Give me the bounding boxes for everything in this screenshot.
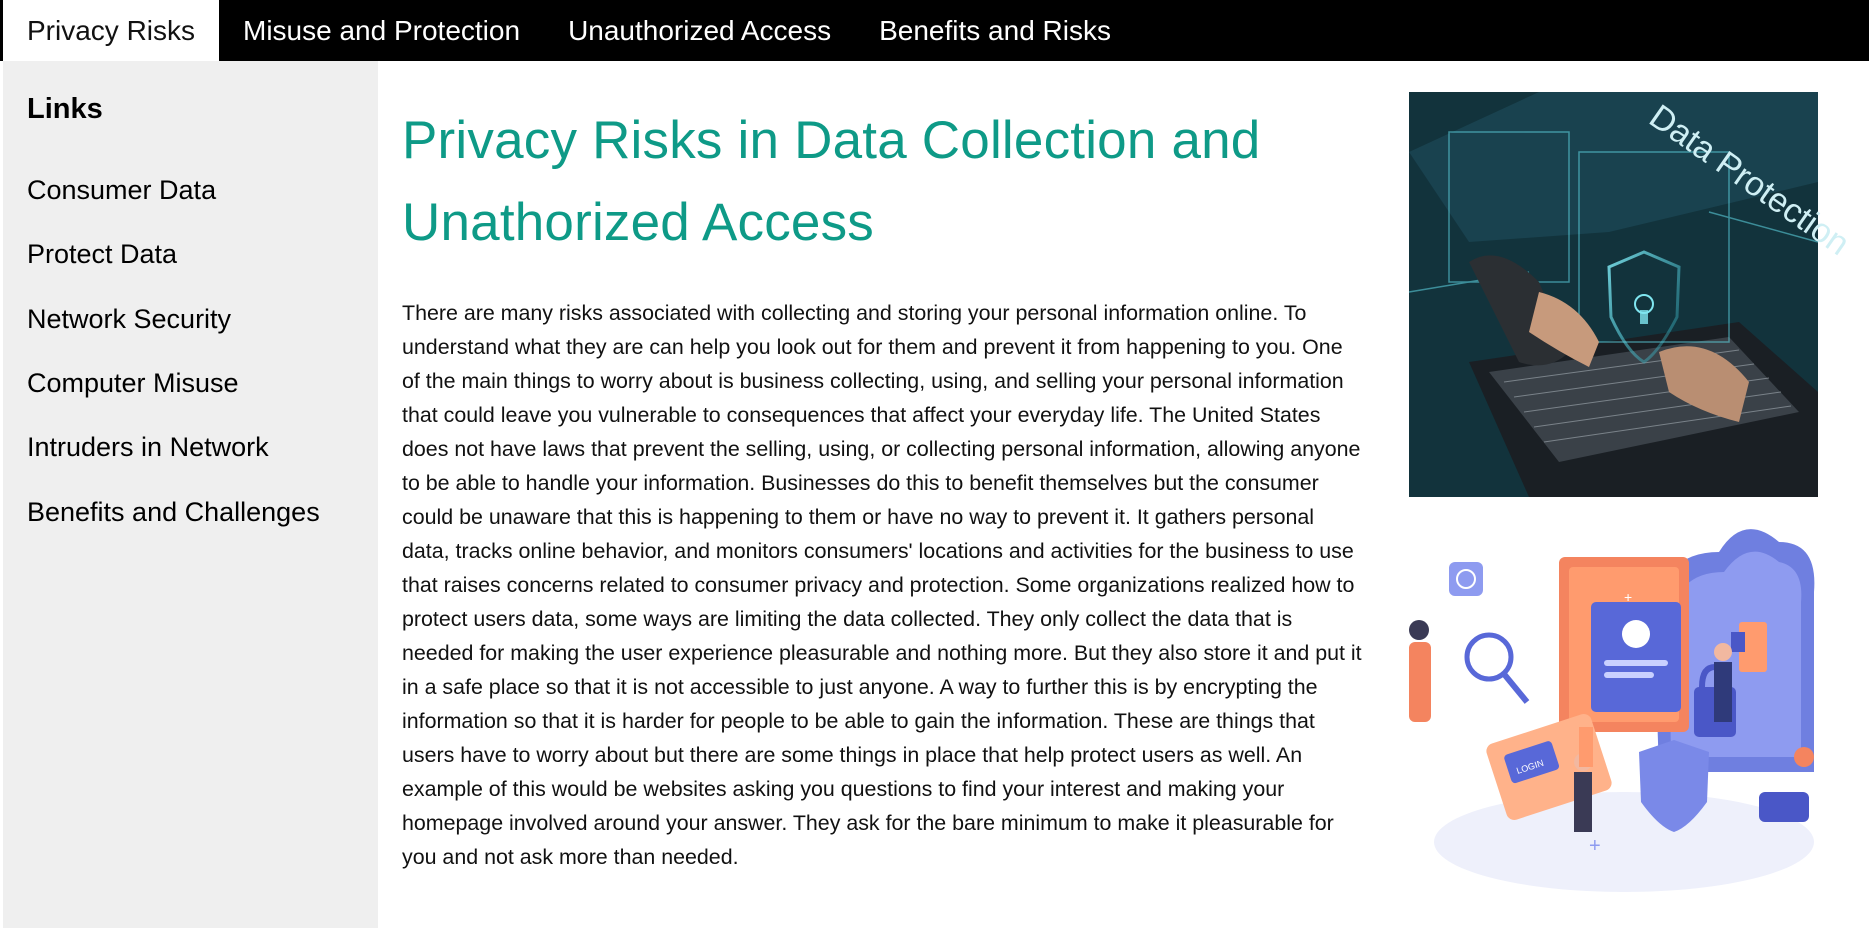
tab-benefits-and-risks[interactable]: Benefits and Risks bbox=[879, 14, 1111, 46]
sidebar-link-benefits-and-challenges[interactable]: Benefits and Challenges bbox=[27, 497, 320, 527]
photo-overlay-text: Data Protection bbox=[1642, 97, 1857, 263]
data-protection-photo-graphic bbox=[1409, 92, 1857, 497]
sidebar-link-network-security[interactable]: Network Security bbox=[27, 304, 232, 334]
top-navigation bbox=[0, 0, 1869, 61]
sidebar-heading: Links bbox=[27, 93, 103, 125]
tab-privacy-risks[interactable]: Privacy Risks bbox=[3, 0, 219, 61]
main-content bbox=[402, 100, 1362, 874]
article-body: There are many risks associated with collecting and storing your personal information online. To understand what they are can help you look out for them and prevent it from happening to you. One of the main things to worry about is business collecting, using, and selling your personal information that could leave you vulnerable to consequences that affect your everyday life. The United States does not have laws that prevent the selling, using, or collecting personal information, allowing anyone to be able to handle your information. Businesses do this to benefit themselves but the consumer could be unaware that this is happening to them or have no way to prevent it. It gathers personal data, tracks online behavior, and monitors consumers' locations and activities for the business to use that raises concerns related to consumer privacy and protection. Some organizations realized how to protect users data, some ways are limiting the data collected. They only collect the data that is needed for making the user experience pleasurable and nothing more. But they also store it and put it in a safe place so that it is not accessible to just anyone. A way to further this is by encrypting the information so that it is harder for people to be able to gain the information. These are things that users have to worry about but there are some things in place that help protect users as well. An example of this would be websites asking you questions to find your interest and making your homepage involved around your answer. They ask for the bare minimum to make it pleasurable for you and not ask more than needed. bbox=[402, 301, 1362, 869]
illustration-cross-icon: + bbox=[1589, 835, 1601, 857]
tab-unauthorized-access[interactable]: Unauthorized Access bbox=[568, 14, 832, 46]
illustration-plus-icon: + bbox=[1624, 589, 1633, 605]
page-title-line1: Privacy Risks in Data Collection and bbox=[402, 111, 1261, 170]
sidebar-link-protect-data[interactable]: Protect Data bbox=[27, 239, 178, 269]
sidebar bbox=[0, 61, 378, 928]
data-protection-photo bbox=[1409, 92, 1857, 497]
cloud-security-illustration bbox=[1409, 512, 1818, 900]
sidebar-link-consumer-data[interactable]: Consumer Data bbox=[27, 175, 217, 205]
illustration-badge-text: LOGIN bbox=[1515, 757, 1545, 776]
cloud-security-illustration-graphic bbox=[1409, 512, 1818, 900]
page-title bbox=[402, 100, 1362, 264]
sidebar-link-computer-misuse[interactable]: Computer Misuse bbox=[27, 368, 239, 398]
page-title-line2: Unathorized Access bbox=[402, 193, 875, 252]
tab-misuse-and-protection[interactable]: Misuse and Protection bbox=[243, 14, 521, 46]
sidebar-link-intruders-in-network[interactable]: Intruders in Network bbox=[27, 432, 269, 462]
